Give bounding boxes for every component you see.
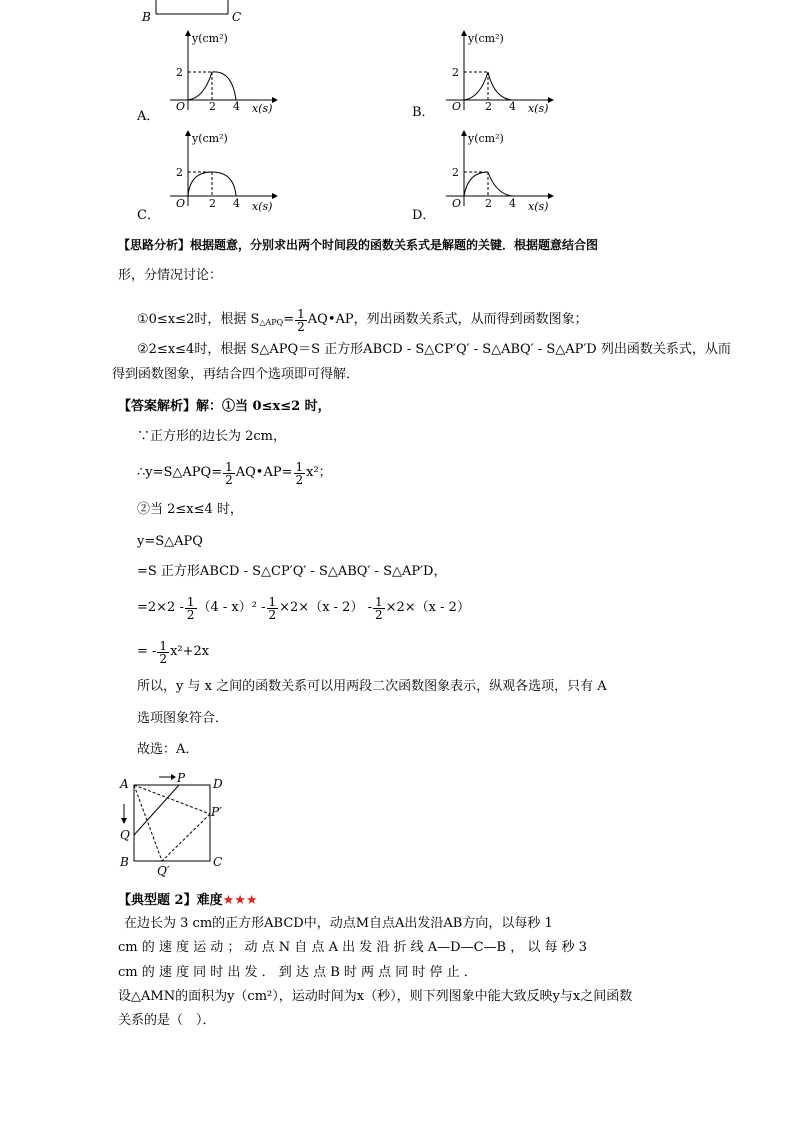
- origin-label: O: [176, 100, 186, 113]
- problem2-l3: cm 的 速 度 同 时 出 发 ． 到 达 点 B 时 两 点 同 时 停 止 ．: [118, 965, 477, 980]
- answer-l6: =2×2 - $\frac{1}{2}$ （4 - x）² - $\frac{1}{2}$ ×2×（x - 2） - $\frac{1}{2}$ ×2×（x - 2）: [137, 594, 470, 622]
- graph-d: [436, 128, 566, 218]
- fig-label-B: B: [120, 855, 129, 869]
- fig-label-C: C: [213, 855, 223, 869]
- answer-head: 【答案解析】解：①当 0≤x≤2 时，: [118, 399, 331, 414]
- problem2-head: 【典型题 2】难度★★★: [118, 893, 258, 908]
- label-B: B: [142, 10, 151, 24]
- x-tick-4: 4: [509, 100, 516, 113]
- x-axis-label: x(s): [252, 102, 273, 115]
- fig-label-D: D: [213, 777, 223, 791]
- top-square-figure: [140, 0, 260, 26]
- fig-label-Q-prime: Q′: [157, 864, 170, 878]
- x-tick-2: 2: [209, 100, 216, 113]
- x-axis-label: x(s): [528, 200, 549, 213]
- y-tick-2: 2: [452, 66, 459, 79]
- graph-b: [436, 28, 566, 118]
- y-tick-2: 2: [176, 66, 183, 79]
- option-c-label: C．: [137, 208, 160, 223]
- analysis-case1: ①0≤x≤2时，根据 S △APQ = $\frac{1}{2}$ AQ•AP，列出函数关系式，从而得到函数图象；: [137, 306, 588, 334]
- answer-l7: = - $\frac{1}{2}$ x²+2x: [137, 638, 210, 666]
- analysis-case2-line2: 得到函数图象，再结合四个选项即可得解．: [112, 367, 360, 382]
- y-axis-label: y(cm²): [468, 32, 504, 45]
- answer-l4: y=S△APQ: [137, 534, 203, 549]
- y-tick-2: 2: [452, 166, 459, 179]
- x-tick-4: 4: [233, 197, 240, 210]
- fig-label-Q: Q: [120, 828, 130, 842]
- origin-label: O: [452, 100, 462, 113]
- x-tick-2: 2: [209, 197, 216, 210]
- answer-l2: ∴y=S△APQ= $\frac{1}{2}$ AQ•AP= $\frac{1}{2}$ x²；: [137, 459, 332, 487]
- answer-l9: 选项图象符合．: [137, 711, 229, 726]
- problem2-l2: cm 的 速 度 运 动 ； 动 点 N 自 点 A 出 发 沿 折 线 A—D—C—B ， 以 每 秒 3: [118, 940, 587, 955]
- y-axis-label: y(cm²): [192, 132, 228, 145]
- x-tick-4: 4: [509, 197, 516, 210]
- analysis-line1: 【思路分析】根据题意，分别求出两个时间段的函数关系式是解题的关键．根据题意结合图: [118, 238, 599, 252]
- y-axis-label: y(cm²): [192, 32, 228, 45]
- option-b-label: B．: [412, 105, 435, 120]
- problem2-l1: 在边长为 3 cm的正方形ABCD中，动点M自点A出发沿AB方向，以每秒 1: [124, 916, 553, 931]
- x-tick-4: 4: [233, 100, 240, 113]
- answer-l8: 所以，y 与 x 之间的函数关系可以用两段二次函数图象表示，纵观各选项，只有 A: [137, 679, 607, 694]
- problem2-l5: 关系的是（ ）．: [118, 1013, 216, 1028]
- answer-l5: =S 正方形ABCD - S△CP′Q′ - S△ABQ′ - S△AP′D，: [137, 564, 447, 579]
- difficulty-stars: ★★★: [222, 893, 258, 908]
- answer-l3: ②当 2≤x≤4 时，: [137, 502, 243, 517]
- y-axis-label: y(cm²): [468, 132, 504, 145]
- fig-label-A: A: [120, 777, 129, 791]
- analysis-line2: 形，分情况讨论：: [118, 268, 223, 283]
- option-d-label: D．: [412, 208, 436, 223]
- problem2-l4: 设△AMN的面积为y（cm²），运动时间为x（秒），则下列图象中能大致反映y与x之间函数: [118, 989, 633, 1004]
- square-figure: [115, 768, 235, 880]
- label-C: C: [232, 10, 242, 24]
- origin-label: O: [452, 197, 462, 210]
- option-a-label: A．: [137, 109, 160, 124]
- graph-c: [160, 128, 290, 218]
- origin-label: O: [176, 197, 186, 210]
- x-tick-2: 2: [485, 100, 492, 113]
- analysis-case2: ②2≤x≤4时，根据 S△APQ＝S 正方形ABCD - S△CP′Q′ - S△ABQ′ - S△AP′D 列出函数关系式，从而: [137, 342, 731, 357]
- x-axis-label: x(s): [528, 102, 549, 115]
- answer-l10: 故选：A．: [137, 742, 199, 757]
- fig-label-P-prime: P′: [211, 805, 222, 819]
- y-tick-2: 2: [176, 166, 183, 179]
- x-tick-2: 2: [485, 197, 492, 210]
- x-axis-label: x(s): [252, 200, 273, 213]
- answer-l1: ∵正方形的边长为 2cm，: [137, 429, 287, 444]
- graph-a: [160, 28, 290, 118]
- fig-label-P: P: [177, 771, 186, 785]
